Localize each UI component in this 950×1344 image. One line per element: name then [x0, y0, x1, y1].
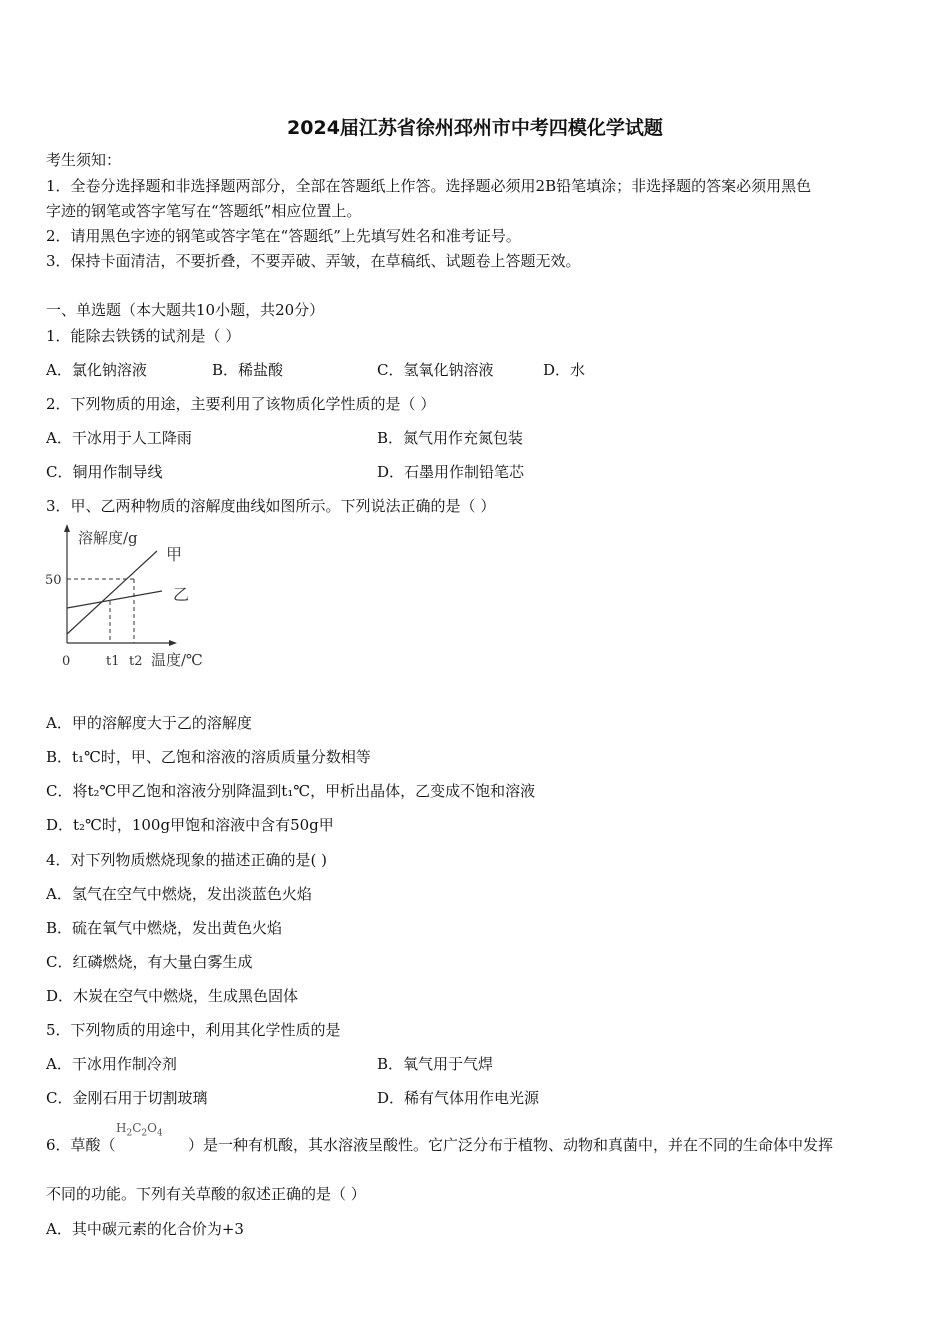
q4-option-a: A．氢气在空气中燃烧，发出淡蓝色火焰: [46, 885, 312, 903]
y-tick-50: 50: [45, 573, 62, 588]
x-axis-label: 温度/℃: [151, 651, 203, 669]
q5-option-d: D．稀有气体用作电光源: [377, 1089, 540, 1107]
q3-option-d: D．t₂℃时，100g甲饱和溶液中含有50g甲: [46, 816, 334, 834]
x-tick-t1: t1: [106, 654, 120, 669]
q4-option-c: C．红磷燃烧，有大量白雾生成: [46, 953, 253, 971]
series-yi-line: [67, 591, 162, 608]
solubility-chart: [40, 522, 220, 674]
q5-option-b: B．氧气用于气焊: [377, 1055, 494, 1073]
q2-stem: 2．下列物质的用途，主要利用了该物质化学性质的是（ ）: [46, 395, 436, 413]
q1-stem: 1．能除去铁锈的试剂是（ ）: [46, 327, 241, 345]
notice-line-1a: 1．全卷分选择题和非选择题两部分，全部在答题纸上作答。选择题必须用2B铅笔填涂；非选择题的答案必须用黑色: [46, 177, 812, 195]
q1-option-a: A．氯化钠溶液: [46, 361, 147, 379]
origin-label: 0: [62, 654, 71, 669]
notice-line-2: 2．请用黑色字迹的钢笔或答字笔在“答题纸”上先填写姓名和准考证号。: [46, 227, 521, 245]
x-axis-arrow: [169, 640, 177, 646]
q3-option-c: C．将t₂℃甲乙饱和溶液分别降温到t₁℃，甲析出晶体，乙变成不饱和溶液: [46, 782, 536, 800]
series-jia-label: 甲: [166, 545, 183, 564]
q3-stem: 3．甲、乙两种物质的溶解度曲线如图所示。下列说法正确的是（ ）: [46, 497, 496, 515]
q3-option-a: A．甲的溶解度大于乙的溶解度: [46, 714, 252, 732]
q4-option-b: B．硫在氧气中燃烧，发出黄色火焰: [46, 919, 283, 937]
q5-option-c: C．金刚石用于切割玻璃: [46, 1089, 208, 1107]
q4-option-d: D．木炭在空气中燃烧，生成黑色固体: [46, 987, 299, 1005]
q5-stem: 5．下列物质的用途中，利用其化学性质的是: [46, 1021, 341, 1039]
y-axis-arrow: [64, 524, 70, 532]
q2-option-a: A．干冰用于人工降雨: [46, 429, 192, 447]
notice-line-3: 3．保持卡面清洁，不要折叠，不要弄破、弄皱，在草稿纸、试题卷上答题无效。: [46, 252, 581, 270]
series-yi-label: 乙: [173, 585, 190, 604]
oxalic-acid-formula: $H_2C_2O_4$: [116, 1121, 163, 1139]
q6-stem-rest: ）是一种有机酸，其水溶液呈酸性。它广泛分布于植物、动物和真菌中，并在不同的生命体中发挥: [188, 1136, 834, 1154]
q3-option-b: B．t₁℃时，甲、乙饱和溶液的溶质质量分数相等: [46, 748, 371, 766]
q1-option-c: C．氢氧化钠溶液: [377, 361, 494, 379]
x-tick-t2: t2: [129, 654, 143, 669]
y-axis-label: 溶解度/g: [78, 529, 138, 547]
q6-label: 6．草酸（: [46, 1136, 116, 1154]
q5-option-a: A．干冰用作制冷剂: [46, 1055, 177, 1073]
q2-option-d: D．石墨用作制铅笔芯: [377, 463, 525, 481]
q2-option-b: B．氮气用作充氮包装: [377, 429, 524, 447]
notice-line-1b: 字迹的钢笔或答字笔写在“答题纸”相应位置上。: [46, 202, 362, 220]
series-jia-line: [67, 551, 157, 634]
notice-heading: 考生须知：: [46, 151, 122, 169]
q1-option-b: B．稀盐酸: [212, 361, 284, 379]
q4-stem: 4．对下列物质燃烧现象的描述正确的是( ): [46, 851, 328, 869]
q1-option-d: D．水: [543, 361, 586, 379]
q6-stem-line2: 不同的功能。下列有关草酸的叙述正确的是（ ）: [46, 1185, 366, 1203]
q6-option-a: A．其中碳元素的化合价为+3: [46, 1220, 244, 1238]
section-heading: 一、单选题（本大题共10小题，共20分）: [46, 301, 325, 319]
q2-option-c: C．铜用作制导线: [46, 463, 163, 481]
page-title: 2024届江苏省徐州邳州市中考四模化学试题: [287, 117, 663, 139]
